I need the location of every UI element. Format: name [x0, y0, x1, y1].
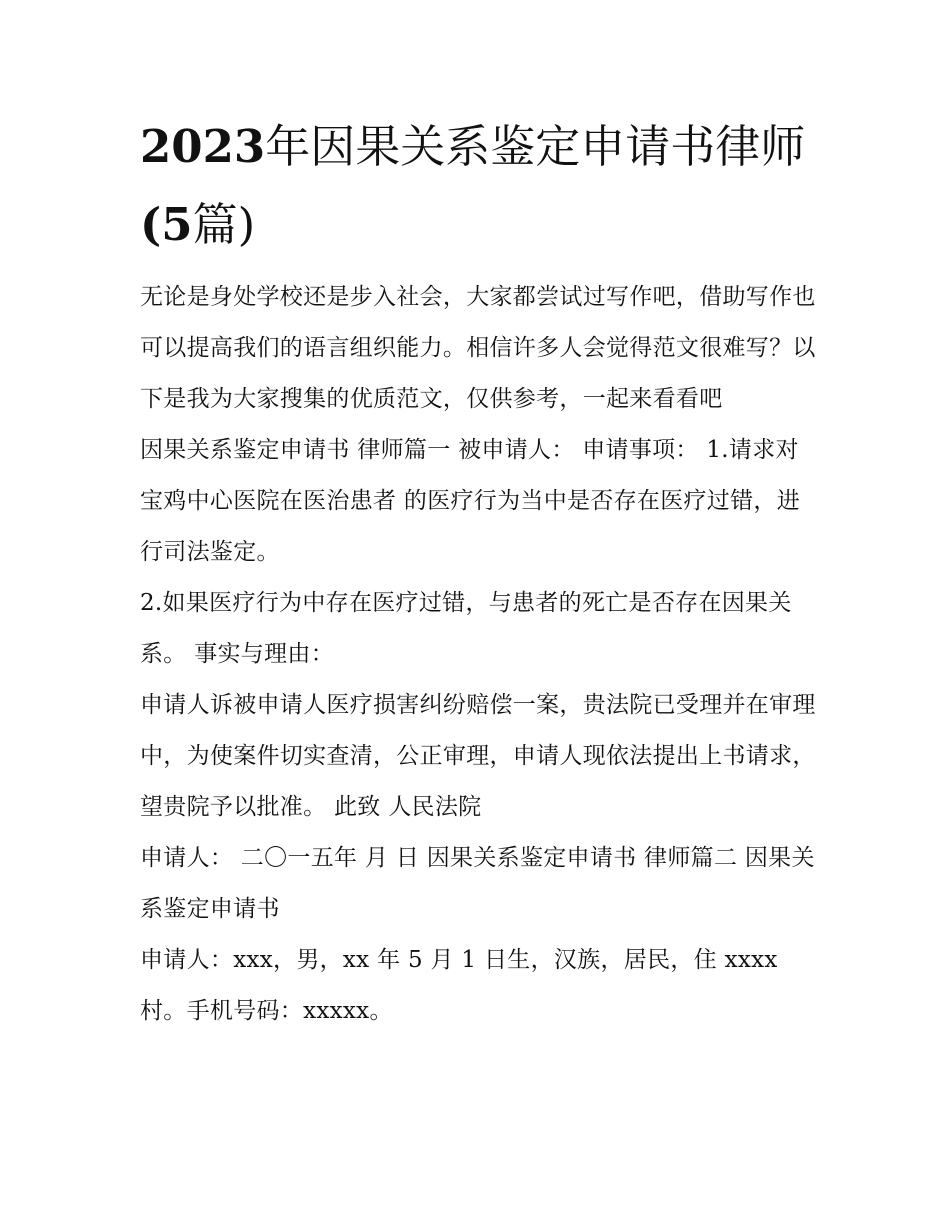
- title-suffix: 篇): [192, 198, 256, 251]
- intro-paragraph: 无论是身处学校还是步入社会，大家都尝试过写作吧，借助写作也可以提高我们的语言组织能力。相信许多人会觉得范文很难写？以下是我为大家搜集的优质范文，仅供参考，一起来看看吧: [140, 284, 816, 412]
- title-year: 2023: [140, 120, 266, 173]
- document-title: [140, 108, 820, 264]
- body-paragraph: 2.如果医疗行为中存在医疗过错，与患者的死亡是否存在因果关系。 事实与理由：: [140, 590, 792, 667]
- body-paragraph: 申请人： 二〇一五年 月 日 因果关系鉴定申请书 律师篇二 因果关系鉴定申请书: [140, 845, 815, 922]
- body-paragraph: 申请人：xxx，男，xx 年 5 月 1 日生，汉族，居民，住 xxxx村。手机号码：xxxxx。: [140, 947, 778, 1024]
- title-main: 年因果关系鉴定申请书律师: [265, 120, 806, 173]
- document-page: [140, 108, 820, 1037]
- body-paragraph: 因果关系鉴定申请书 律师篇一 被申请人： 申请事项： 1.请求对宝鸡中心医院在医治患者 的医疗行为当中是否存在医疗过错，进行司法鉴定。: [140, 437, 801, 565]
- body-paragraph: 申请人诉被申请人医疗损害纠纷赔偿一案，贵法院已受理并在审理中，为使案件切实查清，公正审理，申请人现依法提出上书请求，望贵院予以批准。 此致 人民法院: [140, 692, 816, 820]
- title-count: (5: [140, 198, 193, 251]
